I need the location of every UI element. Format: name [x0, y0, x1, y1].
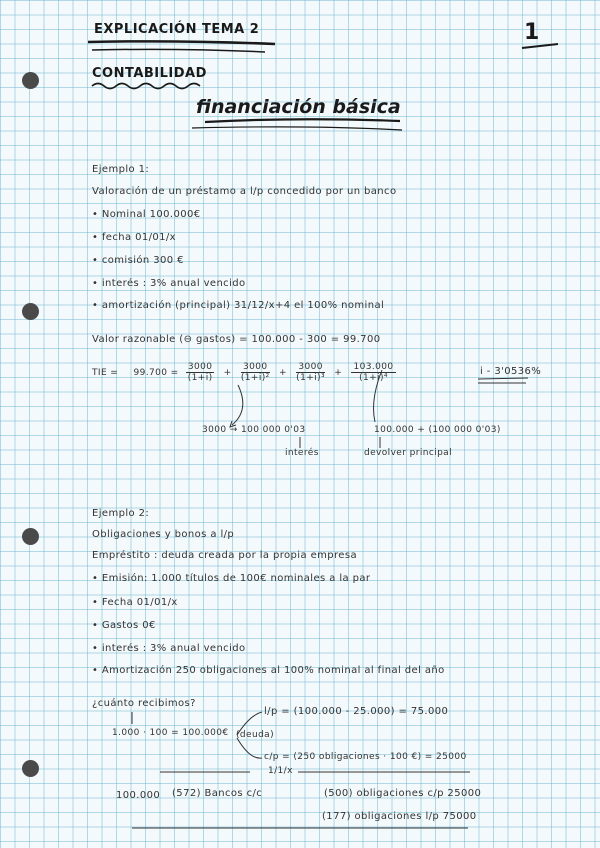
plus-sign: + [334, 368, 343, 378]
term-denominator: (1+i)³ [296, 373, 325, 383]
fair-value-line: Valor razonable (⊖ gastos) = 100.000 - 300 = 99.700 [92, 334, 381, 345]
journal-amount: 100.000 [116, 790, 161, 801]
emprestito-definition: Empréstito : deuda creada por la propia empresa [92, 550, 357, 561]
tie-term [296, 362, 325, 383]
page-title: EXPLICACIÓN TEMA 2 [94, 22, 260, 37]
entry-date: 1/1/x [268, 766, 293, 776]
example1-heading: Ejemplo 1: [92, 164, 150, 175]
plus-sign: + [278, 368, 287, 378]
journal-account: (572) Bancos c/c [172, 788, 263, 799]
term-denominator: (1+i)⁴ [359, 373, 388, 383]
tie-result: i - 3'0536% [480, 366, 542, 377]
term-denominator: (1+i) [187, 373, 213, 383]
example1-bullet: • interés : 3% anual vencido [92, 278, 246, 289]
principal-note: 100.000 + (100 000 0'03) [374, 425, 501, 435]
journal-credit-short: (500) obligaciones c/p 25000 [324, 788, 482, 799]
example1-bullet: • amortización (principal) 31/12/x+4 el 100% nominal [92, 300, 385, 311]
example2-bullet: • interés : 3% anual vencido [92, 643, 246, 654]
tie-value: 99.700 = [133, 368, 179, 378]
term-numerator: 3000 [296, 362, 325, 373]
term-numerator: 103.000 [353, 362, 394, 372]
example2-bullet: • Amortización 250 obligaciones al 100% nominal al final del año [92, 665, 445, 676]
tie-equation [92, 362, 396, 383]
example2-bullet: • Gastos 0€ [92, 620, 156, 631]
interest-caption: interés [285, 448, 319, 458]
question-line: ¿cuánto recibimos? [92, 698, 196, 709]
journal-credit-long: (177) obligaciones l/p 75000 [322, 811, 477, 822]
example1-bullet: • comisión 300 € [92, 255, 184, 266]
example1-bullet: • Nominal 100.000€ [92, 209, 201, 220]
plus-sign: + [223, 368, 232, 378]
short-term-line: c/p = (250 obligaciones · 100 €) = 25000 [264, 752, 467, 762]
calc-line: 1.000 · 100 = 100.000€ [112, 728, 229, 738]
example2-bullet: • Fecha 01/01/x [92, 597, 178, 608]
term-numerator: 3000 [241, 362, 270, 373]
long-term-line: l/p = (100.000 - 25.000) = 75.000 [264, 706, 449, 717]
subject-heading: CONTABILIDAD [92, 66, 207, 81]
tie-label: TIE = [92, 368, 119, 378]
example2-bullet: • Emisión: 1.000 títulos de 100€ nominales a la par [92, 573, 371, 584]
example2-intro: Obligaciones y bonos a l/p [92, 529, 235, 540]
topic-heading: financiación básica [196, 96, 401, 118]
page-number: 1 [524, 20, 540, 45]
example1-intro: Valoración de un préstamo a l/p concedido por un banco [92, 186, 397, 197]
interest-note: 3000 → 100 000 0'03 [202, 425, 306, 435]
tie-term [186, 362, 215, 383]
term-denominator: (1+i)² [240, 373, 270, 383]
deuda-label: (deuda) [236, 730, 275, 740]
tie-term [241, 362, 270, 383]
example2-heading: Ejemplo 2: [92, 508, 150, 519]
principal-caption: devolver principal [364, 448, 453, 458]
example1-bullet: • fecha 01/01/x [92, 232, 176, 243]
tie-term [351, 362, 395, 383]
term-numerator: 3000 [187, 362, 213, 372]
